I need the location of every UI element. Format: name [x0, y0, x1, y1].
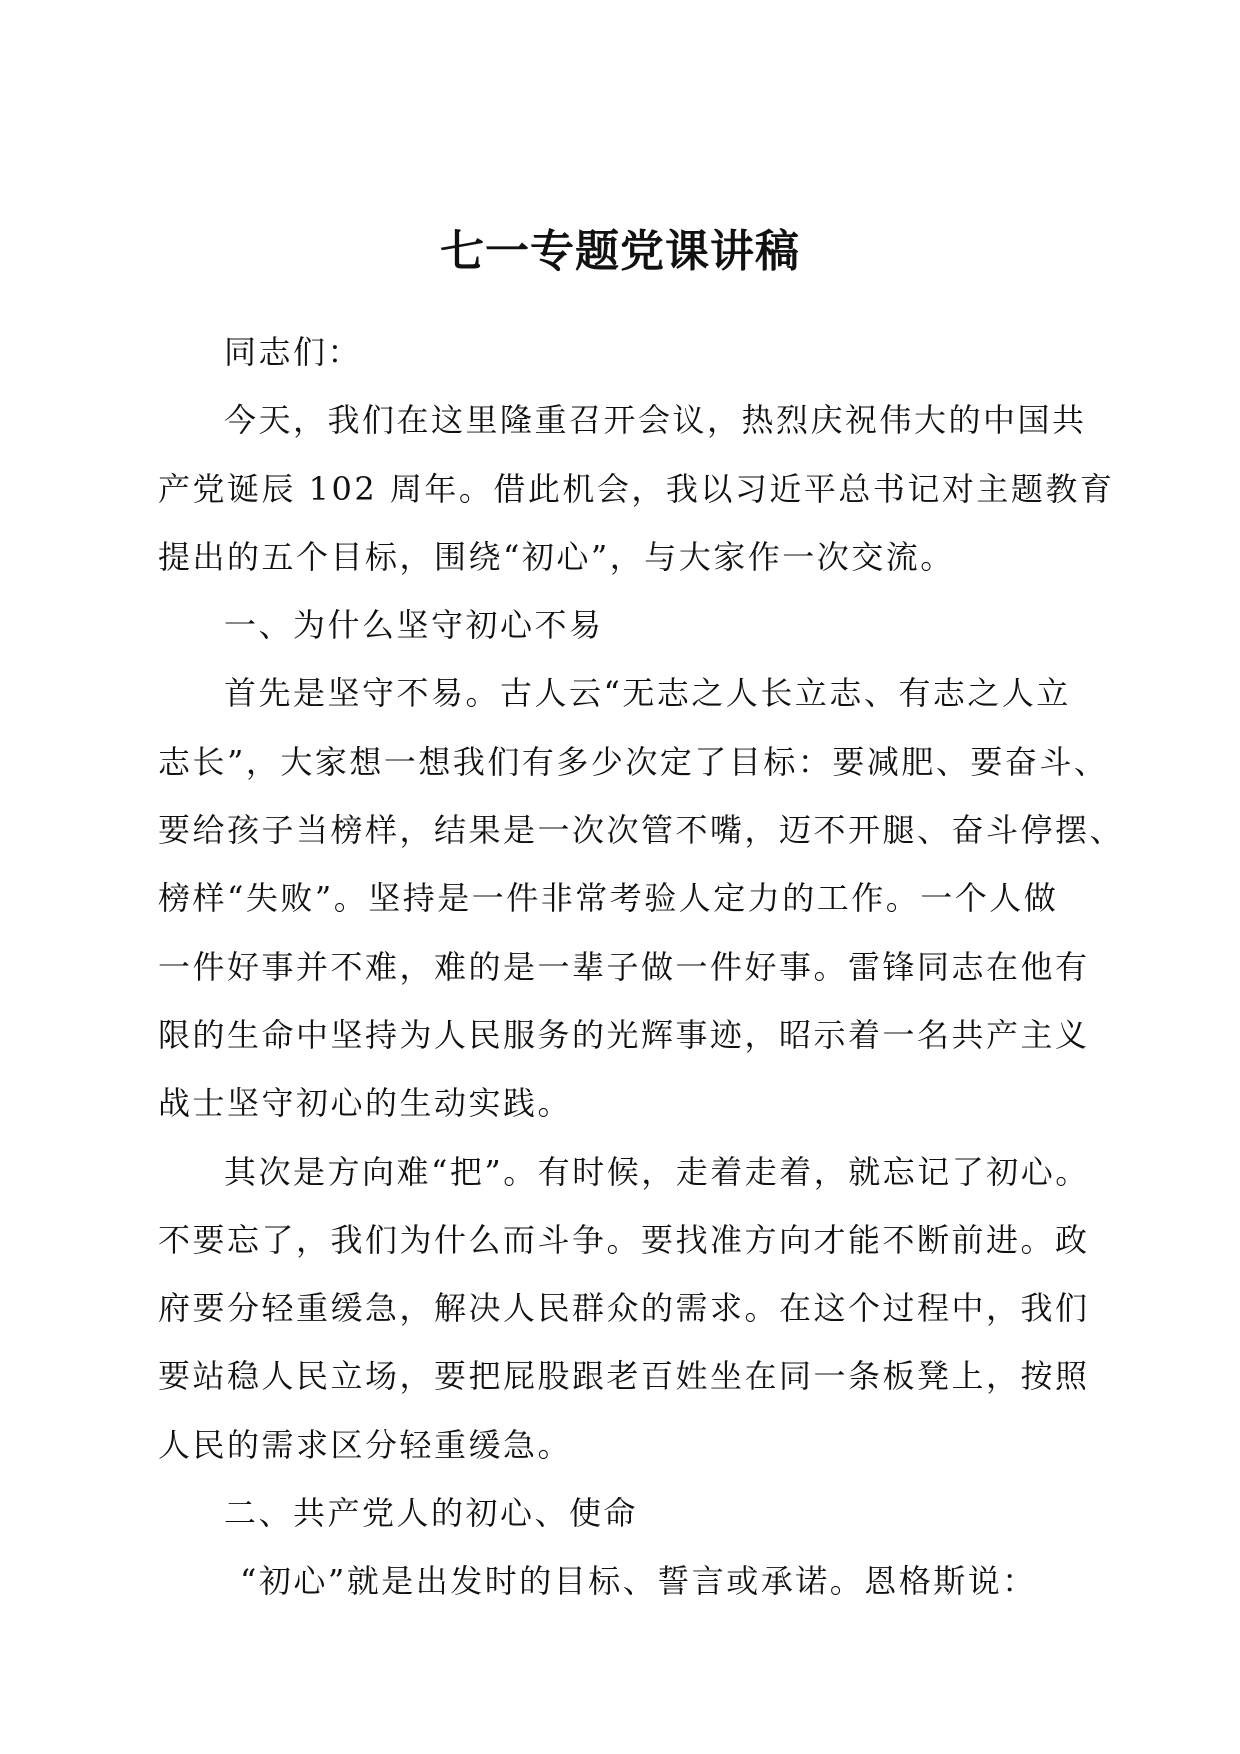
intro-paragraph: [158, 386, 1115, 591]
salutation-paragraph: [158, 318, 1086, 386]
text-line: 要给孩子当榜样，结果是一次次管不嘴，迈不开腿、奋斗停摆、: [158, 811, 1125, 850]
text-line: 志长”，大家想一想我们有多少次定了目标：要减肥、要奋斗、: [158, 742, 1109, 781]
text-line: 一件好事并不难，难的是一辈子做一件好事。雷锋同志在他有: [158, 947, 1090, 986]
text-line: 榜样“失败”。坚持是一件非常考验人定力的工作。一个人做: [158, 879, 1059, 918]
text-line: 人民的需求区分轻重缓急。: [158, 1425, 573, 1464]
text-line: 二、共产党人的初心、使命: [224, 1494, 639, 1533]
text-line: 首先是坚守不易。古人云“无志之人长立志、有志之人立: [224, 674, 1071, 713]
text-line: 一、为什么坚守初心不易: [224, 606, 604, 645]
text-line: 其次是方向难“把”。有时候，走着走着，就忘记了初心。: [224, 1152, 1090, 1191]
text-line: 要站稳人民立场，要把屁股跟老百姓坐在同一条板凳上，按照: [158, 1357, 1090, 1396]
document-body: [158, 318, 1125, 1616]
text-line: 限的生命中坚持为人民服务的光辉事迹，昭示着一名共产主义: [158, 1015, 1090, 1054]
paragraph-persistence: [158, 659, 1125, 1137]
text-line: 今天，我们在这里隆重召开会议，热烈庆祝伟大的中国共: [224, 401, 1087, 440]
text-line: “初心”就是出发时的目标、誓言或承诺。恩格斯说：: [240, 1562, 1037, 1601]
text-line: 不要忘了，我们为什么而斗争。要找准方向才能不断前进。政: [158, 1220, 1090, 1259]
paragraph-original-aspiration: [158, 1547, 1086, 1615]
text-line: 战士坚守初心的生动实践。: [158, 1084, 573, 1123]
document-title: 七一专题党课讲稿: [440, 226, 800, 277]
paragraph-direction: [158, 1138, 1090, 1479]
text-line: 产党诞辰 102 周年。借此机会，我以习近平总书记对主题教育: [158, 469, 1115, 508]
section-heading-1: [158, 591, 1086, 659]
text-line: 府要分轻重缓急，解决人民群众的需求。在这个过程中，我们: [158, 1289, 1090, 1328]
section-heading-2: [158, 1479, 1086, 1547]
text-line: 同志们：: [224, 333, 363, 371]
text-line: 提出的五个目标，围绕“初心”，与大家作一次交流。: [158, 537, 955, 576]
